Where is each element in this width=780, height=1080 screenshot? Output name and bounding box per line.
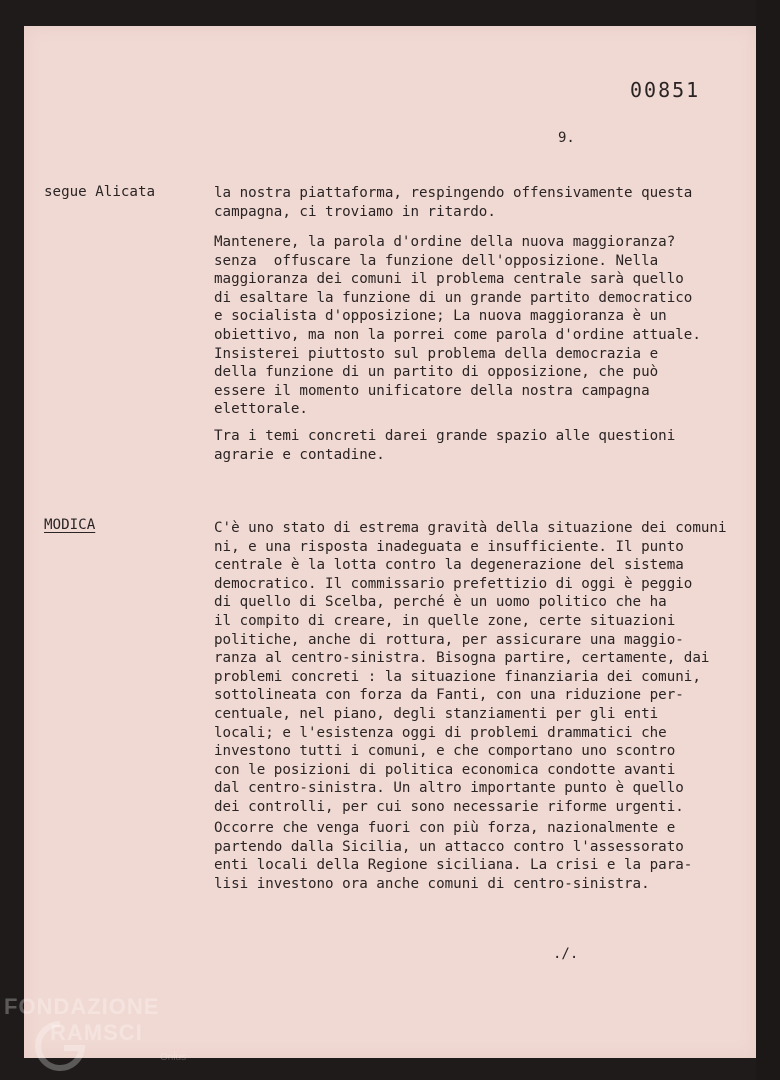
paragraph: Occorre che venga fuori con più forza, nazionalmente e partendo dalla Sicilia, un attacco contro l'assessorato enti locali della Regione siciliana. La crisi e la para- lisi investono ora anche comuni di centro-sinistra. <box>214 820 693 892</box>
scanner-edge <box>756 0 780 1080</box>
archive-watermark <box>4 994 204 1074</box>
paragraph: C'è uno stato di estrema gravità della situazione dei comuni ni, e una risposta inadeguata e insufficiente. Il punto centrale è la lotta contro la degenerazione del sistema democratico. Il commissario prefettizio di oggi è peggio di quello di Scelba, perché è un uomo politico che ha il compito di creare, in quelle zone, certe situazioni politiche, anche di rottura, per assicurare una maggio- ranza al centro-sinistra. Bisogna partire, certamente, dai problemi concreti : la situazione finanziaria dei comuni, sottolineata con forza da Fanti, con una riduzione per- centuale, nel piano, degli stanziamenti per gli enti locali; e l'esistenza oggi di problemi drammatici che investono tutti i comuni, e che comportano uno scontro con le posizioni di politica economica condotte avanti dal centro-sinistra. Un altro importante punto è quello dei controlli, per cui sono necessarie riforme urgenti. <box>214 520 727 815</box>
speaker-label-alicata: segue Alicata <box>44 184 156 200</box>
paragraph: Mantenere, la parola d'ordine della nuova maggioranza? senza offuscare la funzione dell'opposizione. Nella maggioranza dei comuni il problema centrale sarà quello di esaltare la funzione di un grande partito democratico e socialista d'opposizione; La nuova maggioranza è un obiettivo, ma non la porrei come parola d'ordine attuale. Insisterei piuttosto sul problema della democrazia e della funzione di un partito di opposizione, che può essere il momento unificatore della nostra campagna elettorale. <box>214 234 701 418</box>
document-number: 00851 <box>630 78 701 102</box>
paragraph: Tra i temi concreti darei grande spazio alle questioni agrarie e contadine. <box>214 428 676 463</box>
continuation-mark: ./. <box>553 946 579 962</box>
watermark-line-2: RAMSCI <box>50 1020 143 1045</box>
watermark-line-3: Onlus <box>160 1052 187 1063</box>
page-number: 9. <box>558 130 575 146</box>
watermark-line-1: FONDAZIONE <box>4 994 160 1019</box>
paragraph: la nostra piattaforma, respingendo offensivamente questa campagna, ci troviamo in ritardo. <box>214 185 693 220</box>
speaker-label-modica: MODICA <box>44 517 96 533</box>
